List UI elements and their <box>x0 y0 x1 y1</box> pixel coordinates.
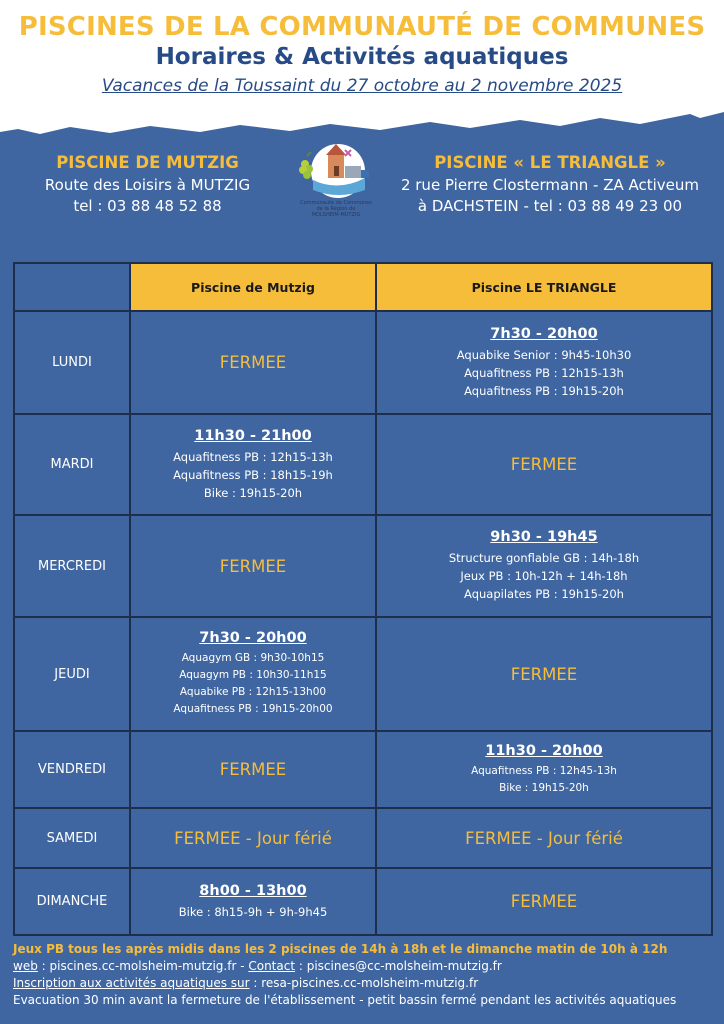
activity-item: Structure gonflable GB : 14h-18h <box>448 551 640 565</box>
activity-item: Aquagym GB : 9h30-10h15 <box>181 652 325 664</box>
day-label: VENDREDI <box>14 731 130 808</box>
table-row-jeudi <box>14 617 712 731</box>
logo-caption <box>295 200 377 218</box>
footer-note: Jeux PB tous les après midis dans les 2 piscines de 14h à 18h et le dimanche matin de 10h à 12h <box>13 942 668 956</box>
inscription-url[interactable]: : resa-piscines.cc-molsheim-mutzig.fr <box>249 976 479 990</box>
web-link[interactable]: web <box>13 959 38 973</box>
logo-icon <box>295 142 377 200</box>
cell-mutzig-samedi <box>130 808 376 868</box>
activity-item: Aquafitness PB : 19h15-20h00 <box>173 703 333 715</box>
activity-item: Bike : 8h15-9h + 9h-9h45 <box>178 904 328 919</box>
cell-mutzig-lundi <box>130 311 376 414</box>
activity-item: Aquafitness PB : 12h15-13h <box>464 365 624 380</box>
page-subtitle: Horaires & Activités aquatiques <box>155 44 569 70</box>
opening-hours: 9h30 - 19h45 <box>490 529 598 545</box>
cell-mutzig-vendredi <box>130 731 376 808</box>
table-row-vendredi <box>14 731 712 808</box>
activity-item: Aquabike PB : 12h15-13h00 <box>179 686 327 698</box>
cell-triangle-dimanche <box>376 868 712 935</box>
pool-info-triangle <box>395 152 705 217</box>
pool-address-mutzig: Route des Loisirs à MUTZIG <box>44 176 251 194</box>
table-row-mercredi <box>14 515 712 617</box>
day-label: MERCREDI <box>14 515 130 617</box>
footer-links-line <box>13 958 713 975</box>
closed-label: FERMEE <box>219 760 287 779</box>
logo-caption-line3: MOLSHEIM-MUTZIG <box>311 212 361 218</box>
closed-label: FERMEE <box>510 892 578 911</box>
header-empty-cell <box>14 263 130 311</box>
opening-hours: 7h30 - 20h00 <box>199 630 307 646</box>
activity-item: Aquafitness PB : 12h45-13h <box>471 764 617 777</box>
footer-inscription-line <box>13 975 713 992</box>
activity-item: Aquafitness PB : 12h15-13h <box>173 449 333 464</box>
contact-email[interactable]: : piscines@cc-molsheim-mutzig.fr <box>295 959 502 973</box>
day-label: DIMANCHE <box>14 868 130 935</box>
activity-item: Aquabike Senior : 9h45-10h30 <box>456 347 632 362</box>
contact-link[interactable]: Contact <box>248 959 296 973</box>
table-row-lundi <box>14 311 712 414</box>
cell-mutzig-mercredi <box>130 515 376 617</box>
day-label: LUNDI <box>14 311 130 414</box>
pool-name-triangle: PISCINE « LE TRIANGLE » <box>434 153 666 172</box>
table-header-row <box>14 263 712 311</box>
day-label: SAMEDI <box>14 808 130 868</box>
closed-label: FERMEE <box>510 455 578 474</box>
cell-triangle-vendredi <box>376 731 712 808</box>
activity-item: Bike : 19h15-20h <box>499 781 589 794</box>
page-title: PISCINES DE LA COMMUNAUTÉ DE COMMUNES <box>18 12 706 42</box>
logo-caption-line2: de la Région de <box>316 206 356 212</box>
table-row-mardi <box>14 414 712 515</box>
cell-triangle-mercredi <box>376 515 712 617</box>
pool-phone-mutzig: tel : 03 88 48 52 88 <box>73 197 222 215</box>
cell-triangle-samedi <box>376 808 712 868</box>
period-text: Vacances de la Toussaint du 27 octobre au 2 novembre 2025 <box>101 76 623 96</box>
table-row-dimanche <box>14 868 712 935</box>
header-triangle: Piscine LE TRIANGLE <box>376 263 712 311</box>
activity-item: Aquafitness PB : 18h15-19h <box>173 467 333 482</box>
day-label: MARDI <box>14 414 130 515</box>
table-row-samedi <box>14 808 712 868</box>
cell-mutzig-jeudi <box>130 617 376 731</box>
activity-item: Aquagym PB : 10h30-11h15 <box>179 669 327 681</box>
cell-mutzig-mardi <box>130 414 376 515</box>
pool-info-mutzig <box>30 152 265 217</box>
cell-triangle-mardi <box>376 414 712 515</box>
closed-label: FERMEE <box>510 664 578 684</box>
header-banner <box>0 0 724 140</box>
closed-label: FERMEE - Jour férié <box>465 828 623 848</box>
opening-hours: 8h00 - 13h00 <box>199 882 307 899</box>
pool-name-mutzig: PISCINE DE MUTZIG <box>56 153 239 172</box>
cell-triangle-jeudi <box>376 617 712 731</box>
day-label: JEUDI <box>14 617 130 731</box>
activity-item: Jeux PB : 10h-12h + 14h-18h <box>460 569 628 583</box>
opening-hours: 11h30 - 21h00 <box>194 427 312 444</box>
inscription-link[interactable]: Inscription aux activités aquatiques sur <box>13 976 250 990</box>
closed-label: FERMEE <box>219 556 287 576</box>
community-logo <box>295 142 377 232</box>
activity-item: Bike : 19h15-20h <box>203 485 303 500</box>
opening-hours: 11h30 - 20h00 <box>485 742 603 759</box>
cell-triangle-lundi <box>376 311 712 414</box>
web-url[interactable]: : piscines.cc-molsheim-mutzig.fr - <box>37 959 249 973</box>
closed-label: FERMEE <box>219 353 287 372</box>
schedule-table <box>13 262 713 936</box>
closed-label: FERMEE - Jour férié <box>174 828 332 848</box>
opening-hours: 7h30 - 20h00 <box>490 325 598 342</box>
footer <box>13 941 713 1009</box>
header-mutzig: Piscine de Mutzig <box>130 263 376 311</box>
pool-phone-triangle: à DACHSTEIN - tel : 03 88 49 23 00 <box>417 197 683 215</box>
footer-evacuation: Evacuation 30 min avant la fermeture de l'établissement - petit bassin fermé pendant les activités aquatiques <box>13 993 677 1007</box>
activity-item: Aquafitness PB : 19h15-20h <box>464 383 624 398</box>
logo-caption-line1: Communauté de Communes <box>300 200 372 206</box>
cell-mutzig-dimanche <box>130 868 376 935</box>
activity-item: Aquapilates PB : 19h15-20h <box>464 587 624 601</box>
pool-address-triangle: 2 rue Pierre Clostermann - ZA Activeum <box>400 176 700 194</box>
